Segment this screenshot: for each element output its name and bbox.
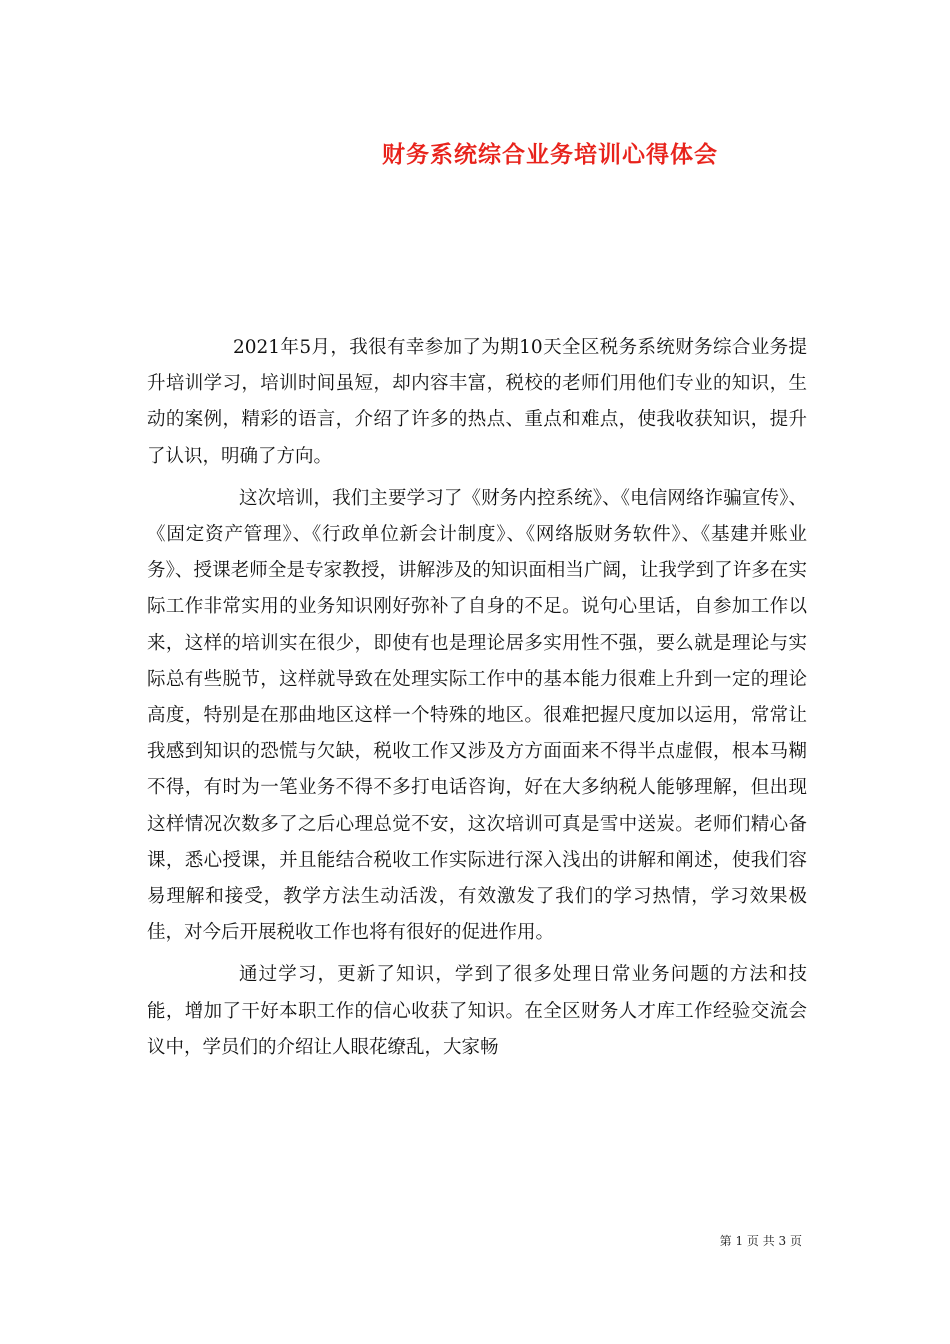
document-body: [147, 330, 807, 1066]
paragraph: 这次培训，我们主要学习了《财务内控系统》、《电信网络诈骗宣传》、《固定资产管理》、《行政单位新会计制度》、《网络版财务软件》、《基建并账业务》、授课老师全是专家教授，讲解涉及的知识面相当广阔，让我学到了许多在实际工作非常实用的业务知识刚好弥补了自身的不足。说句心里话，自参加工作以来，这样的培训实在很少，即使有也是理论居多实用性不强，要么就是理论与实际总有些脱节，这样就导致在处理实际工作中的基本能力很难上升到一定的理论高度，特别是在那曲地区这样一个特殊的地区。很难把握尺度加以运用，常常让我感到知识的恐慌与欠缺，税收工作又涉及方方面面来不得半点虚假，根本马糊不得，有时为一笔业务不得不多打电话咨询，好在大多纳税人能够理解，但出现这样情况次数多了之后心理总觉不安，这次培训可真是雪中送炭。老师们精心备课，悉心授课，并且能结合税收工作实际进行深入浅出的讲解和阐述，使我们容易理解和接受，教学方法生动活泼，有效激发了我们的学习热情，学习效果极佳，对今后开展税收工作也将有很好的促进作用。: [147, 487, 807, 944]
document-title: 财务系统综合业务培训心得体会: [382, 141, 718, 168]
paragraph: 2021年5月，我很有幸参加了为期10天全区税务系统财务综合业务提升培训学习，培训时间虽短，却内容丰富，税校的老师们用他们专业的知识，生动的案例，精彩的语言，介绍了许多的热点、重点和难点，使我收获知识，提升了认识，明确了方向。: [147, 337, 807, 467]
page-number: 第 1 页 共 3 页: [719, 1234, 802, 1248]
paragraph: 通过学习，更新了知识，学到了很多处理日常业务问题的方法和技能，增加了干好本职工作的信心收获了知识。在全区财务人才库工作经验交流会议中，学员们的介绍让人眼花缭乱，大家畅: [147, 964, 807, 1058]
